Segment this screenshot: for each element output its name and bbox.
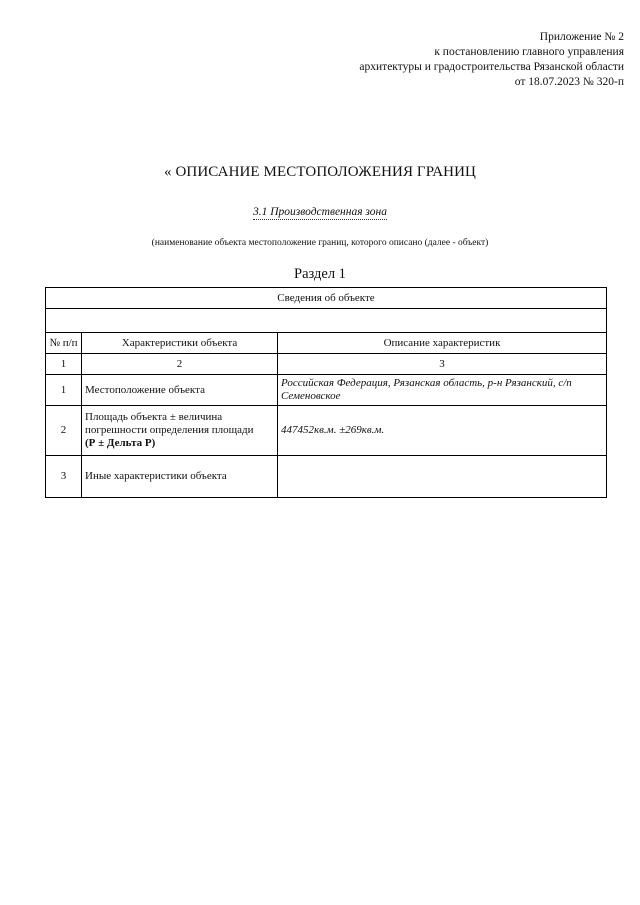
row-characteristic-formula: (Р ± Дельта Р) [85,437,156,449]
row-num: 1 [46,375,82,406]
row-num: 3 [46,456,82,498]
row-characteristic [82,406,278,456]
row-characteristic: Местоположение объекта [82,375,278,406]
row-description: Российская Федерация, Рязанская область, р-н Рязанский, с/п Семеновское [278,375,607,406]
header-characteristic: Характеристики объекта [82,333,278,354]
table-row [46,375,607,406]
zone-name [0,206,640,218]
row-description: 447452кв.м. ±269кв.м. [278,406,607,456]
table-caption: Сведения об объекте [46,288,607,309]
header-description: Описание характеристик [278,333,607,354]
zone-name-text: 3.1 Производственная зона [253,206,387,218]
table-empty-cell [46,309,607,333]
row-num: 2 [46,406,82,456]
numbering-cell-3: 3 [278,354,607,375]
table-empty-row [46,309,607,333]
row-characteristic-text: Площадь объекта ± величина погрешности определения площади [85,411,254,436]
numbering-cell-1: 1 [46,354,82,375]
annex-line-4: от 18.07.2023 № 320-п [514,76,624,88]
section-title: Раздел 1 [294,266,346,282]
table-numbering-row [46,354,607,375]
header-num: № п/п [46,333,82,354]
annex-line-1: Приложение № 2 [539,31,624,43]
row-description [278,456,607,498]
table-row [46,456,607,498]
document-title: « ОПИСАНИЕ МЕСТОПОЛОЖЕНИЯ ГРАНИЦ [164,164,476,180]
zone-caption: (наименование объекта местоположение границ, которого описано (далее - объект) [151,238,489,248]
row-characteristic: Иные характеристики объекта [82,456,278,498]
annex-line-3: архитектуры и градостроительства Рязанской области [359,61,624,73]
table-row [46,406,607,456]
numbering-cell-2: 2 [82,354,278,375]
annex-line-2: к постановлению главного управления [434,46,624,58]
table-header-row [46,333,607,354]
object-info-table [45,287,607,498]
table-caption-row [46,288,607,309]
annex-block [359,30,624,90]
